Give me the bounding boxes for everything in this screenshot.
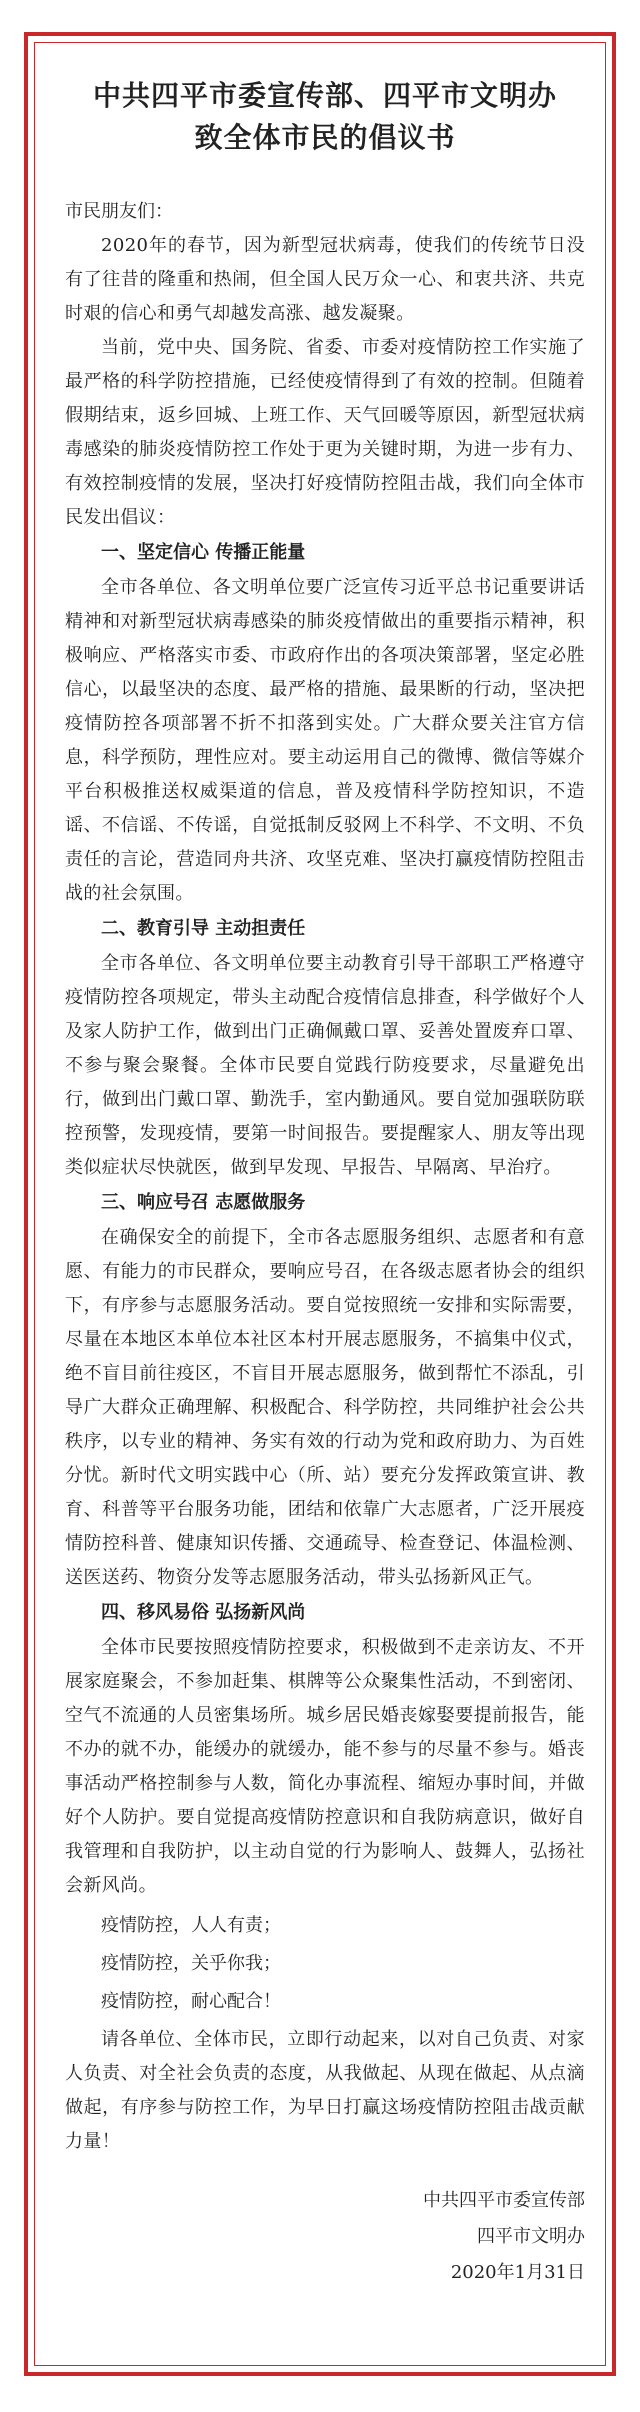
section-heading-1: 一、坚定信心 传播正能量 [101, 542, 306, 563]
document-title-line2: 致全体市民的倡议书 [194, 121, 456, 154]
section-heading-3: 三、响应号召 志愿做服务 [101, 1192, 306, 1213]
document-content [65, 75, 585, 2291]
slogan-line: 疫情防控，人人有责； [101, 1915, 281, 1936]
signature-org-civilization: 四平市文明办 [477, 2226, 585, 2247]
slogan-list [65, 1907, 585, 2021]
section-body-1: 全市各单位、各文明单位要广泛宣传习近平总书记重要讲话精神和对新型冠状病毒感染的肺炎疫情做出的重要指示精神，积极响应、严格落实市委、市政府作出的各项决策部署，坚定必胜信心，以最坚决的态度、最严格的措施、最果断的行动，坚决把疫情防控各项部署不折不扣落到实处。广大群众要关注官方信息，科学预防，理性应对。要主动运用自己的微博、微信等媒介平台积极推送权威渠道的信息，普及疫情科学防控知识，不造谣、不信谣、不传谣，自觉抵制反驳网上不科学、不文明、不负责任的言论，营造同舟共济、攻坚克难、坚决打赢疫情防控阻击战的社会氛围。 [65, 577, 585, 904]
document-title-line1: 中共四平市委宣传部、四平市文明办 [92, 79, 557, 112]
intro-paragraph-1: 2020年的春节，因为新型冠状病毒，使我们的传统节日没有了往昔的隆重和热闹，但全国人民万众一心、和衷共济、共克时艰的信心和勇气却越发高涨、越发凝聚。 [65, 235, 585, 324]
signature-org-propaganda: 中共四平市委宣传部 [423, 2190, 585, 2211]
intro-paragraph-2: 当前，党中央、国务院、省委、市委对疫情防控工作实施了最严格的科学防控措施，已经使疫情得到了有效的控制。但随着假期结束，返乡回城、上班工作、天气回暖等原因，新型冠状病毒感染的肺炎疫情防控工作处于更为关键时期，为进一步有力、有效控制疫情的发展，坚决打好疫情防控阻击战，我们向全体市民发出倡议： [65, 337, 585, 528]
signature-block [65, 2183, 585, 2291]
salutation: 市民朋友们： [65, 201, 173, 222]
signature-date: 2020年1月31日 [450, 2262, 585, 2283]
slogan-line: 疫情防控，关乎你我； [101, 1953, 281, 1974]
section-body-3: 在确保安全的前提下，全市各志愿服务组织、志愿者和有意愿、有能力的市民群众，要响应号召，在各级志愿者协会的组织下，有序参与志愿服务活动。要自觉按照统一安排和实际需要，尽量在本地区本单位本社区本村开展志愿服务，不搞集中仪式，绝不盲目前往疫区，不盲目开展志愿服务，做到帮忙不添乱，引导广大群众正确理解、积极配合、科学防控，共同维护社会公共秩序，以专业的精神、务实有效的行动为党和政府助力、为百姓分忧。新时代文明实践中心（所、站）要充分发挥政策宣讲、教育、科普等平台服务功能，团结和依靠广大志愿者，广泛开展疫情防控科普、健康知识传播、交通疏导、检查登记、体温检测、送医送药、物资分发等志愿服务活动，带头弘扬新风正气。 [65, 1227, 585, 1588]
slogan-line: 疫情防控，耐心配合！ [101, 1991, 281, 2012]
section-heading-4: 四、移风易俗 弘扬新风尚 [101, 1602, 306, 1623]
closing-paragraph: 请各单位、全体市民，立即行动起来，以对自己负责、对家人负责、对全社会负责的态度，从我做起、从现在做起、从点滴做起，有序参与防控工作，为早日打赢这场疫情防控阻击战贡献力量！ [65, 2029, 585, 2152]
section-body-4: 全体市民要按照疫情防控要求，积极做到不走亲访友、不开展家庭聚会，不参加赶集、棋牌等公众聚集性活动，不到密闭、空气不流通的人员密集场所。城乡居民婚丧嫁娶要提前报告，能不办的就不办，能缓办的就缓办，能不参与的尽量不参与。婚丧事活动严格控制参与人数，简化办事流程、缩短办事时间，并做好个人防护。要自觉提高疫情防控意识和自我防病意识，做好自我管理和自我防护，以主动自觉的行为影响人、鼓舞人，弘扬社会新风尚。 [65, 1637, 585, 1896]
section-body-2: 全市各单位、各文明单位要主动教育引导干部职工严格遵守疫情防控各项规定，带头主动配合疫情信息排查，科学做好个人及家人防护工作，做到出门正确佩戴口罩、妥善处置废弃口罩、不参与聚会聚餐。全体市民要自觉践行防疫要求，尽量避免出行，做到出门戴口罩、勤洗手，室内勤通风。要自觉加强联防联控预警，发现疫情，要第一时间报告。要提醒家人、朋友等出现类似症状尽快就医，做到早发现、早报告、早隔离、早治疗。 [65, 953, 585, 1178]
section-heading-2: 二、教育引导 主动担责任 [101, 918, 306, 939]
